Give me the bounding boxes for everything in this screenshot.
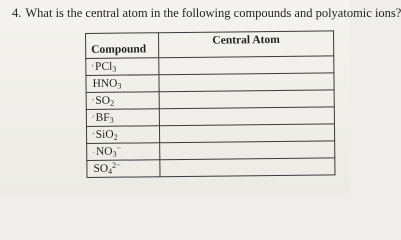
pencil-mark: ’ [91,62,95,72]
formula-subscript: 2 [110,98,115,108]
central-atom-cell [159,107,334,126]
central-atom-cell [159,124,334,143]
formula-subscript: 3 [112,64,117,74]
compound-cell [86,109,159,127]
compound-cell [86,92,159,110]
formula-subscript: 2 [113,132,118,142]
compound-formula: SO [95,94,111,107]
central-atom-cell [160,141,335,160]
table-row [87,158,335,178]
pencil-mark: ’ [92,130,95,140]
compound-cell [86,75,159,93]
compound-formula: PCl [94,60,113,73]
compound-cell [87,143,160,161]
compound-table [85,30,336,178]
question-number: 4. [12,6,22,20]
ion-charge: 2− [112,160,121,170]
table-body [86,56,335,178]
formula-subscript: 4 [108,166,113,176]
header-compound: Compound [86,33,159,59]
pencil-mark: · [92,147,95,157]
table-header-row [86,31,334,59]
central-atom-cell [160,158,335,177]
formula-subscript: 3 [109,115,114,125]
compound-formula: HNO [92,77,118,90]
compound-formula: NO [95,145,113,158]
pencil-mark: ’ [91,96,95,106]
compound-formula: SiO [95,128,114,141]
compound-cell [86,126,159,144]
compound-cell [87,160,160,178]
central-atom-cell [159,90,334,109]
central-atom-cell [159,56,334,75]
ion-charge: − [116,143,122,153]
question-line [12,6,401,21]
compound-formula: BF [95,111,110,124]
pencil-mark: ’ [91,113,95,123]
formula-subscript: 3 [112,149,117,159]
formula-subscript: 3 [117,81,122,91]
question-text: What is the central atom in the following compounds and polyatomic ions? [25,6,401,20]
central-atom-cell [159,73,334,92]
compound-cell [86,58,159,76]
compound-formula: SO [93,162,109,175]
header-central-atom: Central Atom [159,31,334,58]
